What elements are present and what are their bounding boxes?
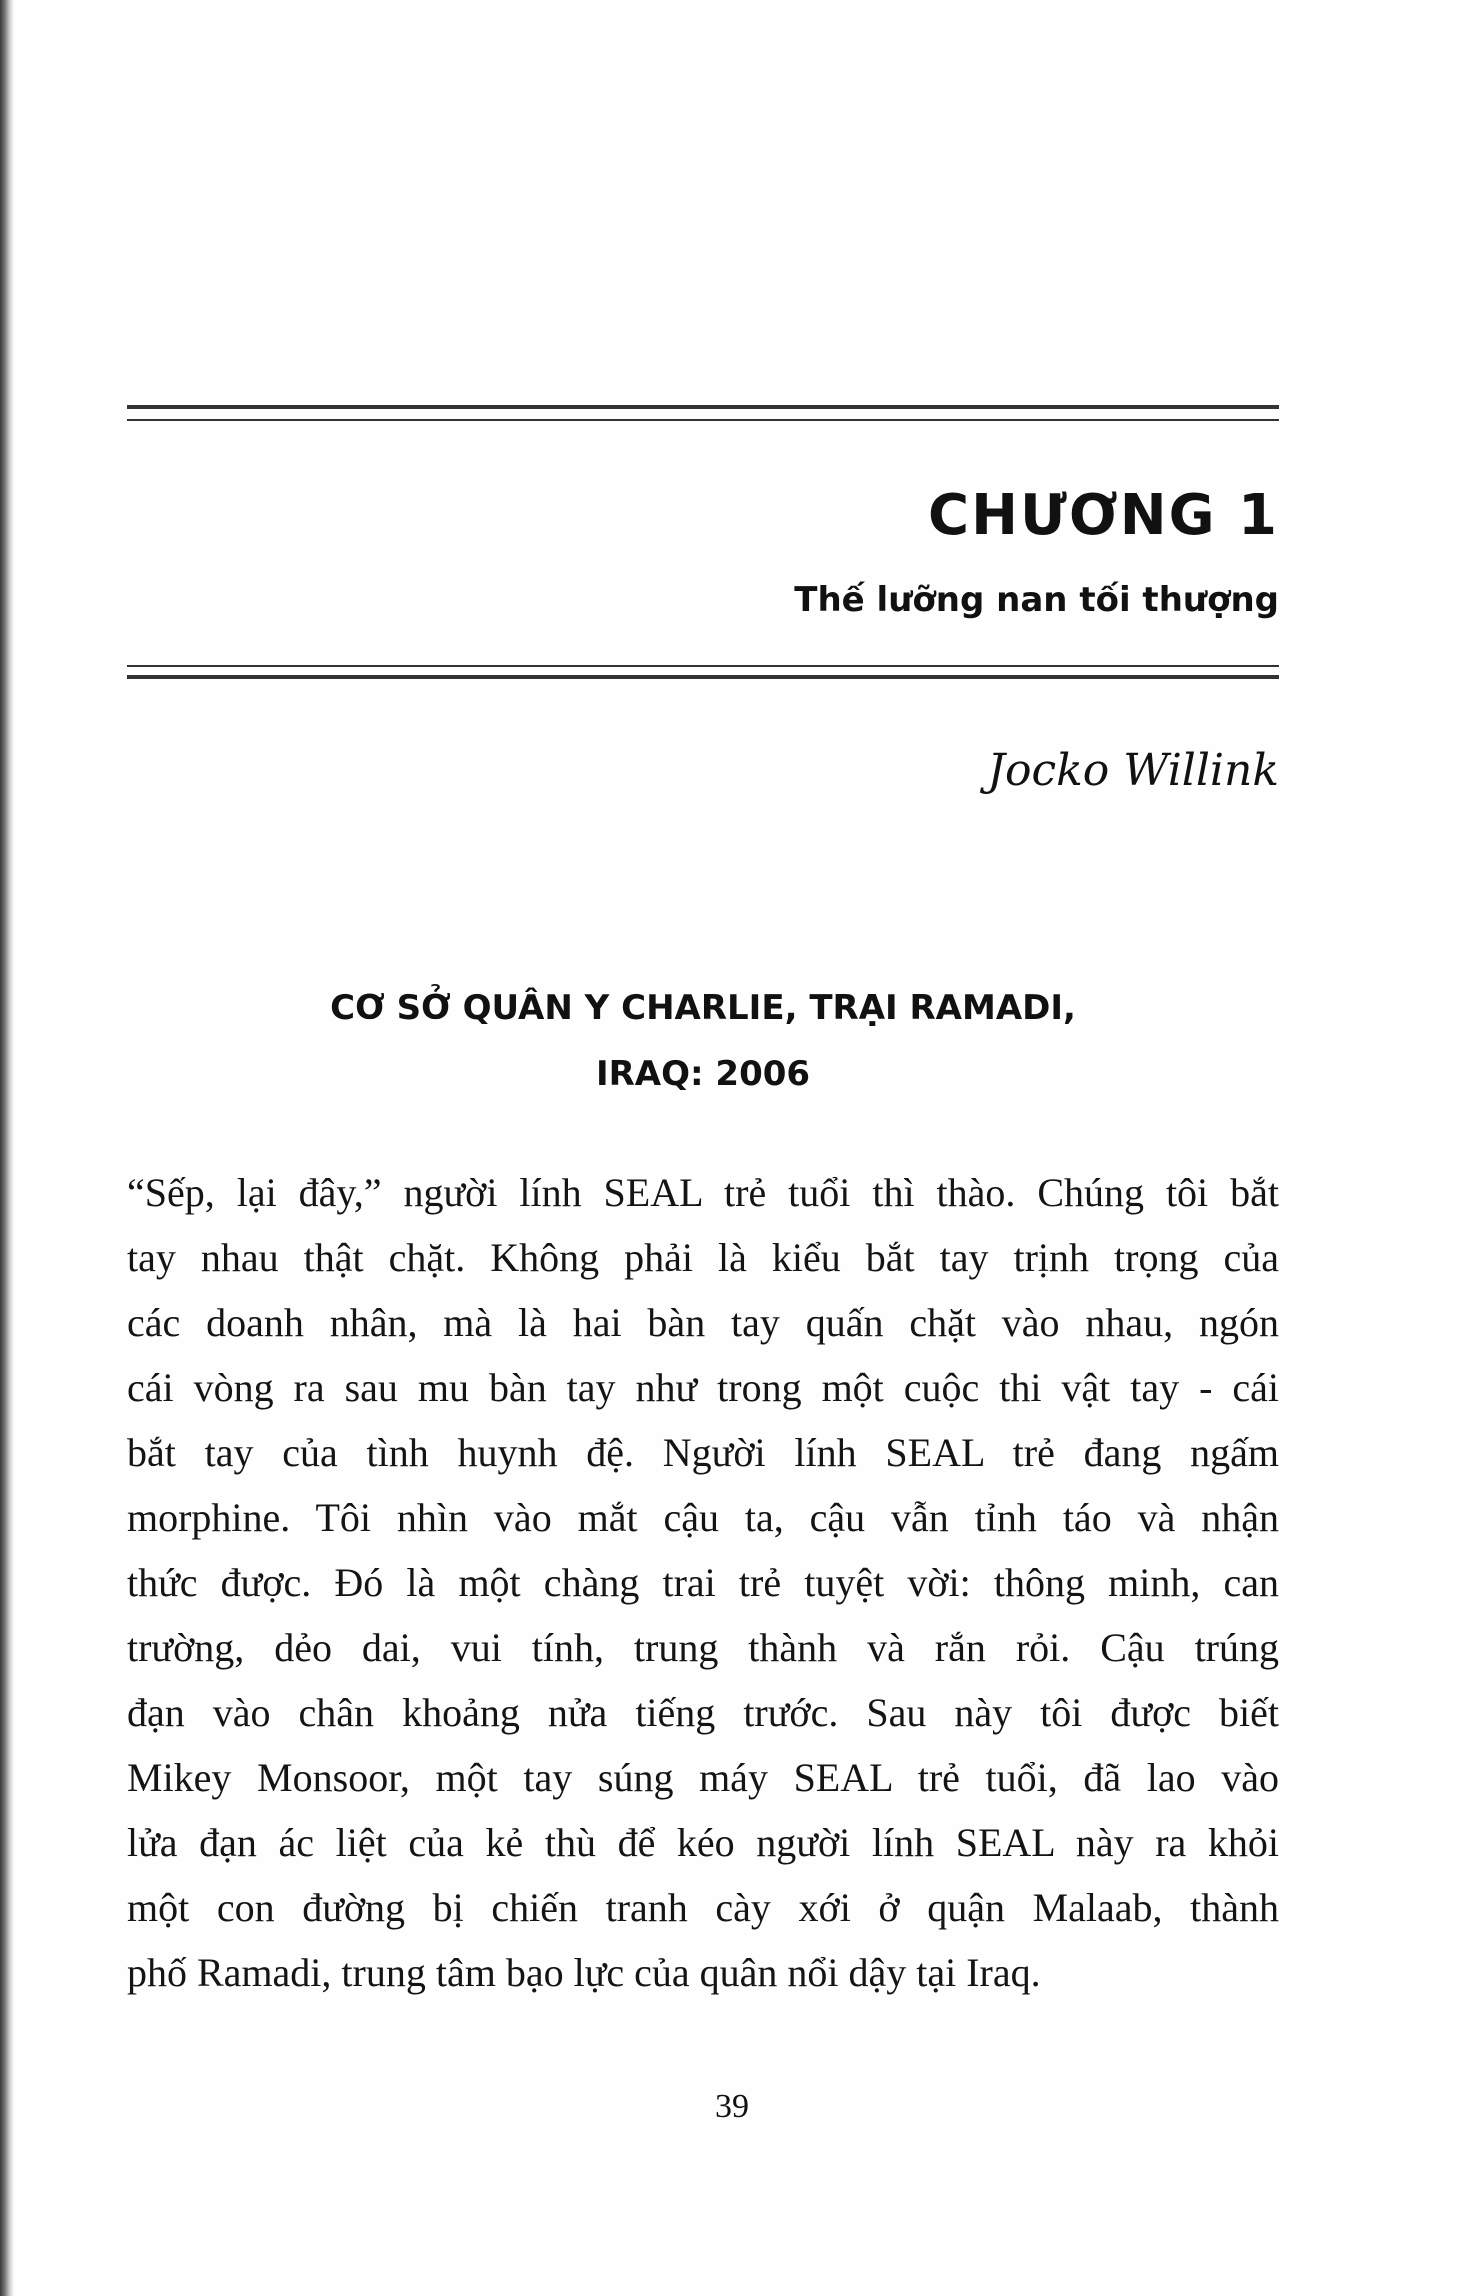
body-line: một con đường bị chiến tranh cày xới ở quận Malaab, thành — [127, 1885, 1279, 1930]
body-line: phố Ramadi, trung tâm bạo lực của quân nổi dậy tại Iraq. — [127, 1950, 1041, 1995]
body-paragraph — [127, 1160, 1279, 2005]
body-line: Mikey Monsoor, một tay súng máy SEAL trẻ tuổi, đã lao vào — [127, 1755, 1279, 1800]
bottom-rule-lower — [127, 675, 1279, 679]
top-rule-upper — [127, 405, 1279, 409]
bottom-double-rule — [127, 665, 1279, 695]
bottom-rule-upper — [127, 665, 1279, 667]
top-rule-lower — [127, 419, 1279, 421]
body-line: các doanh nhân, mà là hai bàn tay quấn chặt vào nhau, ngón — [127, 1300, 1279, 1345]
chapter-title: CHƯƠNG 1 — [928, 483, 1279, 548]
body-line: cái vòng ra sau mu bàn tay như trong một cuộc thi vật tay - cái — [127, 1365, 1279, 1410]
author-name: Jocko Willink — [987, 745, 1279, 796]
body-line: bắt tay của tình huynh đệ. Người lính SEAL trẻ đang ngấm — [127, 1430, 1279, 1475]
body-line: morphine. Tôi nhìn vào mắt cậu ta, cậu vẫn tỉnh táo và nhận — [127, 1495, 1279, 1540]
page-number: 39 — [715, 2088, 749, 2125]
body-line: trường, dẻo dai, vui tính, trung thành và rắn rỏi. Cậu trúng — [127, 1625, 1279, 1670]
body-line: “Sếp, lại đây,” người lính SEAL trẻ tuổi thì thào. Chúng tôi bắt — [127, 1170, 1279, 1215]
chapter-subtitle: Thế lưỡng nan tối thượng — [794, 580, 1279, 620]
top-double-rule — [127, 405, 1279, 435]
body-line: tay nhau thật chặt. Không phải là kiểu bắt tay trịnh trọng của — [127, 1235, 1279, 1280]
body-line: thức được. Đó là một chàng trai trẻ tuyệt vời: thông minh, can — [127, 1560, 1279, 1605]
section-heading-line: IRAQ: 2006 — [595, 1054, 811, 1094]
body-line: đạn vào chân khoảng nửa tiếng trước. Sau này tôi được biết — [127, 1690, 1279, 1735]
body-line: lửa đạn ác liệt của kẻ thù để kéo người lính SEAL này ra khỏi — [127, 1820, 1279, 1865]
section-heading-line: CƠ SỞ QUÂN Y CHARLIE, TRẠI RAMADI, — [330, 988, 1076, 1028]
page-spine-shadow — [0, 0, 14, 2296]
section-heading — [127, 975, 1279, 1107]
